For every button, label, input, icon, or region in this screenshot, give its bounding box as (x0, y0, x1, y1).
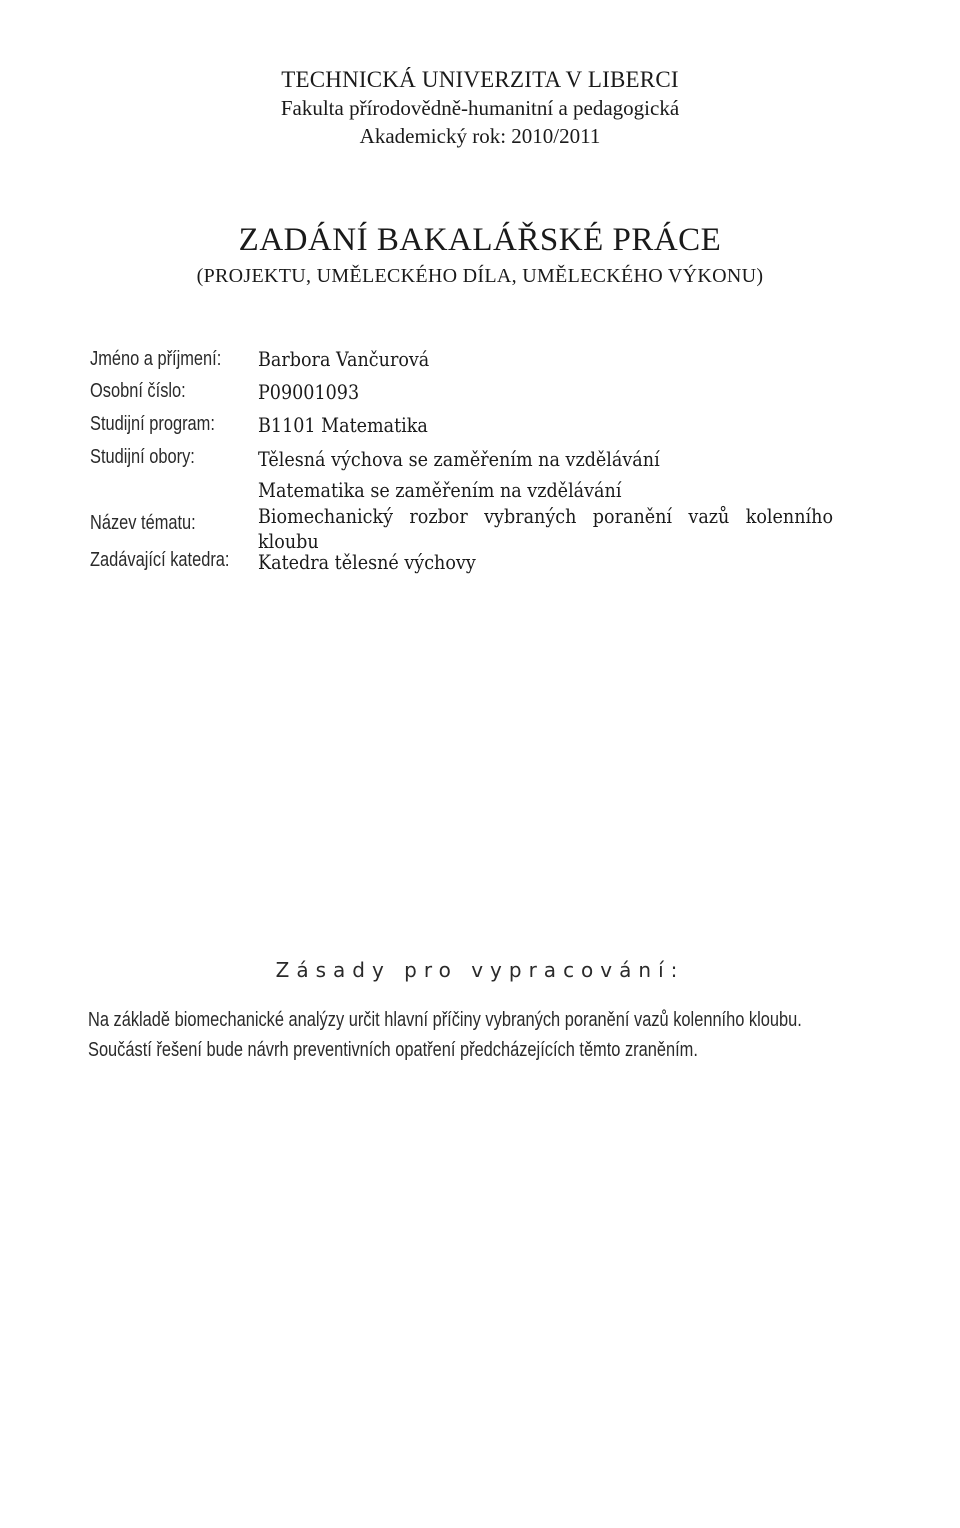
topic-line-text: Biomechanický rozbor vybraných poranění vazů kolenního (258, 505, 834, 528)
study-field-2: Matematika se zaměřením na vzdělávání (258, 479, 622, 502)
study-field-1: Tělesná výchova se zaměřením na vzdělávání (258, 448, 660, 471)
principles-heading: Zásady pro vypracování: (275, 958, 685, 982)
personal-number-value: P09001093 (258, 381, 360, 404)
faculty-name: Fakulta přírodovědně-humanitní a pedagogická (280, 96, 680, 120)
principles-text: Na základě biomechanické analýzy určit hlavní příčiny vybraných poranění vazů kolenního kloubu. Součástí řešení bude návrh preventivních opatření předcházejících těmto zraněním. (88, 1009, 802, 1061)
study-program-value: B1101 Matematika (258, 414, 428, 437)
department-value: Katedra tělesné výchovy (258, 551, 476, 574)
name-value: Barbora Vančurová (258, 348, 430, 371)
department-label: Zadávající katedra: (90, 549, 230, 571)
study-program-label: Studijní program: (90, 413, 215, 435)
topic-label: Název tématu: (90, 512, 196, 534)
topic-value-line-1 (258, 505, 897, 528)
document-title: ZADÁNÍ BAKALÁŘSKÉ PRÁCE (238, 222, 722, 258)
academic-year: Akademický rok: 2010/2011 (359, 124, 601, 148)
name-label: Jméno a příjmení: (90, 348, 222, 370)
topic-value-line-2: kloubu (258, 530, 319, 553)
study-fields-label: Studijní obory: (90, 446, 195, 468)
personal-number-label: Osobní číslo: (90, 380, 186, 402)
university-name: TECHNICKÁ UNIVERZITA V LIBERCI (281, 67, 679, 92)
document-subtitle: (PROJEKTU, UMĚLECKÉHO DÍLA, UMĚLECKÉHO VÝKONU) (196, 265, 764, 287)
